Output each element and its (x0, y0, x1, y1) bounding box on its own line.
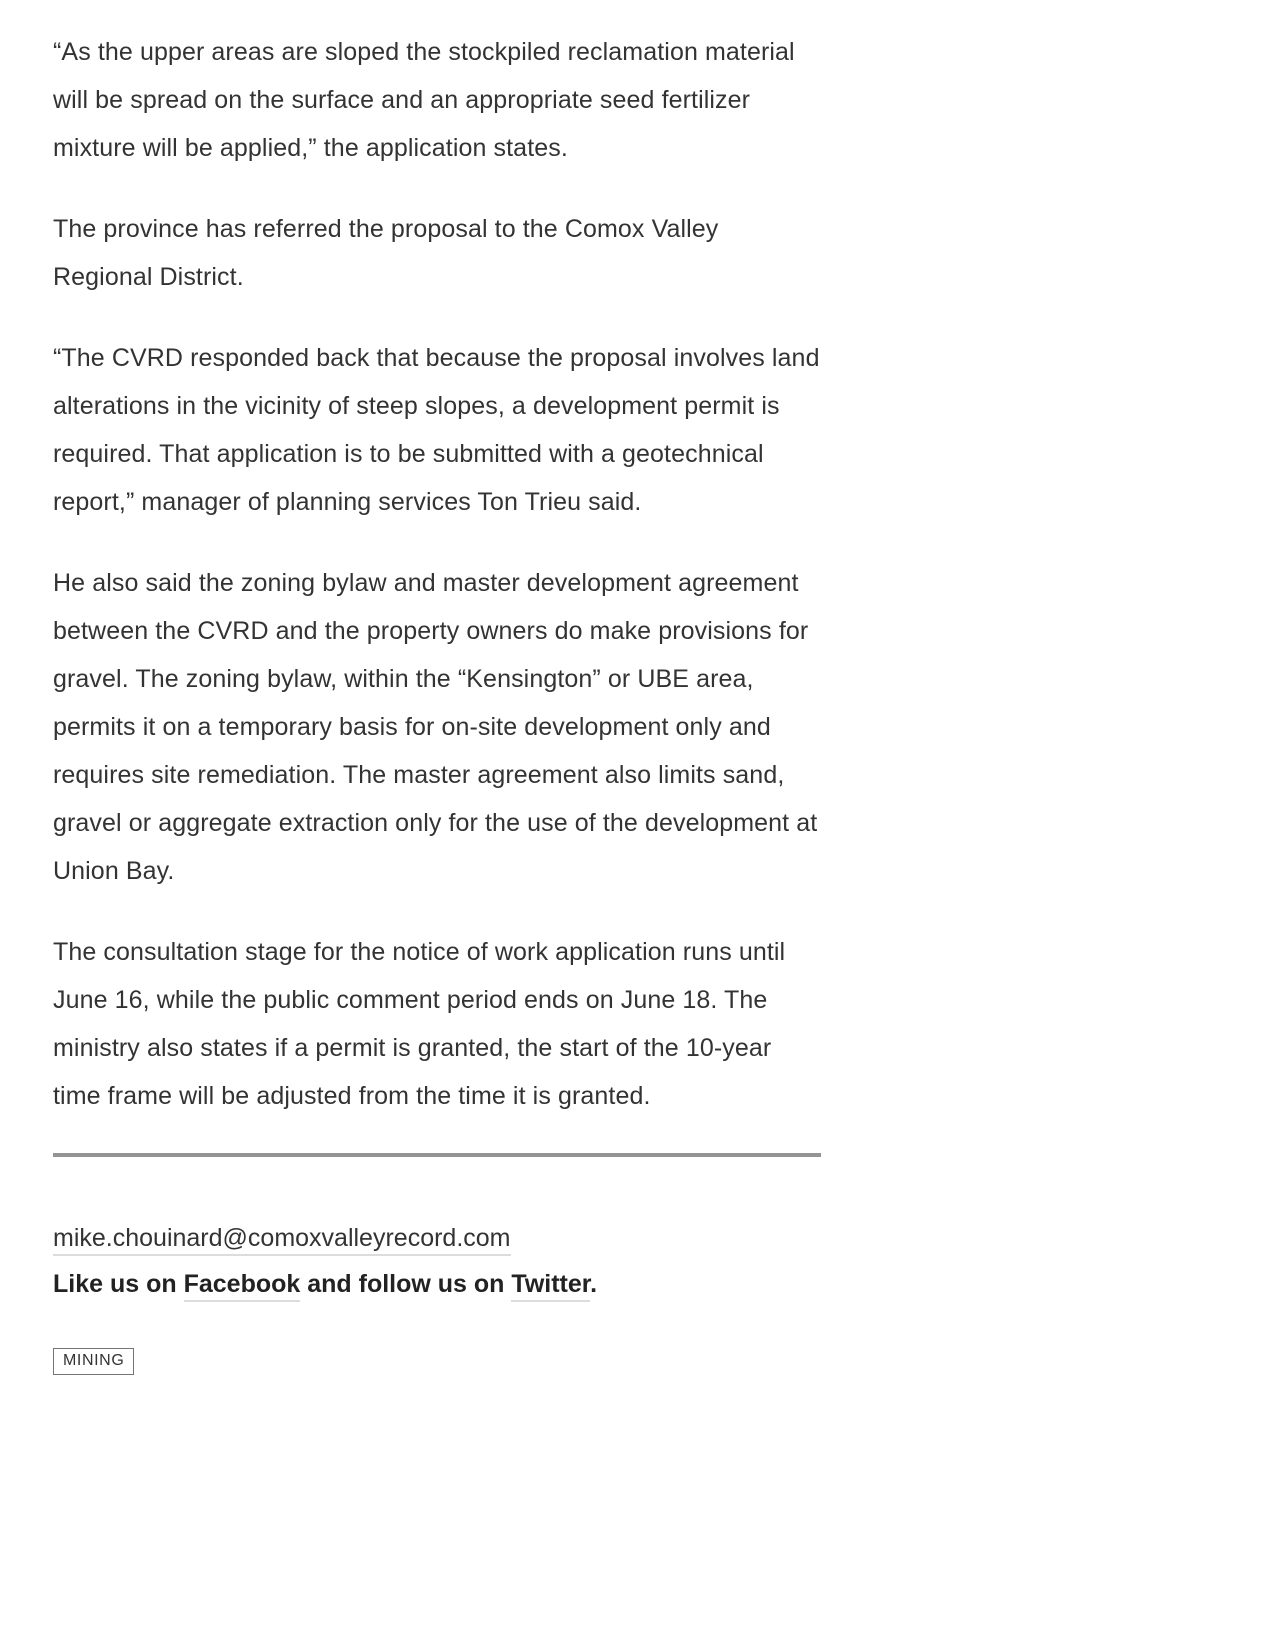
social-follow-line (53, 1261, 821, 1307)
twitter-link[interactable]: Twitter (511, 1270, 590, 1302)
article-footer (53, 1215, 821, 1307)
article-paragraph: “As the upper areas are sloped the stockpiled reclamation material will be spread on the surface and an appropriate seed fertilizer mixture will be applied,” the application states. (53, 38, 795, 162)
article-tag-row (53, 1348, 821, 1375)
social-suffix-text: . (590, 1270, 598, 1298)
section-divider (53, 1153, 821, 1157)
article-paragraph: “The CVRD responded back that because the proposal involves land alterations in the vicinity of steep slopes, a development permit is required. That application is to be submitted with a geotechnical report,” manager of planning services Ton Trieu said. (53, 344, 820, 516)
article-paragraph: The consultation stage for the notice of work application runs until June 16, while the public comment period ends on June 18. The ministry also states if a permit is granted, the start of the 10-year time frame will be adjusted from the time it is granted. (53, 938, 786, 1110)
article-paragraph: He also said the zoning bylaw and master development agreement between the CVRD and the property owners do make provisions for gravel. The zoning bylaw, within the “Kensington” or UBE area, permits it on a temporary basis for on-site development only and requires site remediation. The master agreement also limits sand, gravel or aggregate extraction only for the use of the development at Union Bay. (53, 569, 818, 885)
article-paragraph: The province has referred the proposal to the Comox Valley Regional District. (53, 215, 719, 291)
social-prefix-text: Like us on (53, 1270, 184, 1298)
social-middle-text: and follow us on (300, 1270, 512, 1298)
author-email-link[interactable]: mike.chouinard@comoxvalleyrecord.com (53, 1224, 511, 1256)
author-email-line (53, 1215, 821, 1261)
facebook-link[interactable]: Facebook (184, 1270, 301, 1302)
tag-mining[interactable]: MINING (53, 1348, 134, 1375)
